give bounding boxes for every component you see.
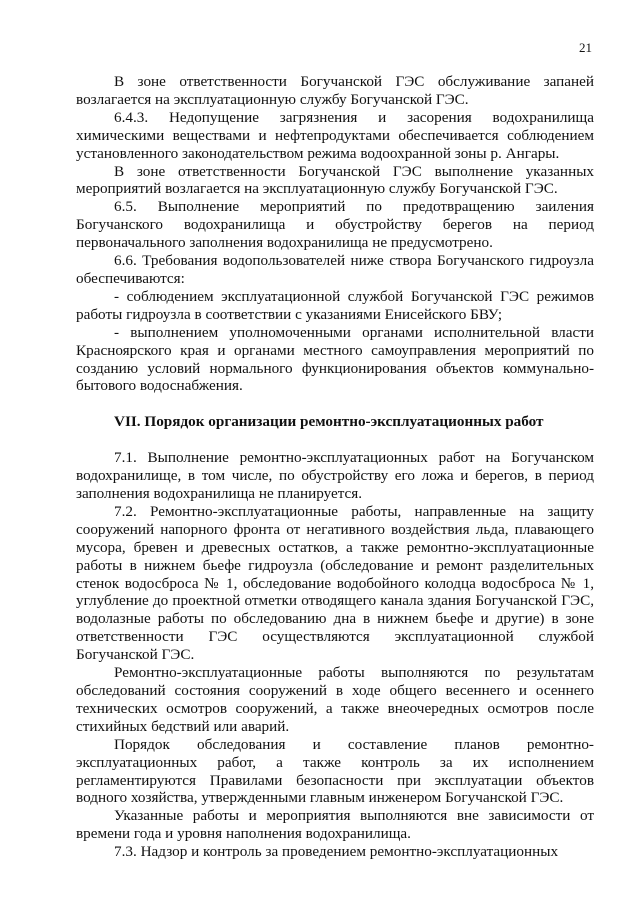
page-number: 21 — [579, 40, 592, 55]
paragraph: 7.3. Надзор и контроль за проведением ремонтно-эксплуатационных — [114, 843, 559, 861]
paragraph: В зоне ответственности Богучанской ГЭС обслуживание запаней возлагается на эксплуатационную службу Богучанской ГЭС. — [76, 73, 594, 108]
paragraph: 6.6. Требования водопользователей ниже створа Богучанского гидроузла обеспечиваются: — [76, 252, 594, 287]
paragraph: Порядок обследования и составление планов ремонтно-эксплуатационных работ, а также контроль за их исполнением регламентируются Правилами безопасности при эксплуатации объектов водного хозяйства, утвержденными главным инженером Богучанской ГЭС. — [76, 735, 594, 807]
paragraph: 7.1. Выполнение ремонтно-эксплуатационных работ на Богучанском водохранилище, в том числе, по обустройству его ложа и берегов, в период заполнения водохранилища не планируется. — [76, 449, 594, 503]
paragraph: В зоне ответственности Богучанской ГЭС выполнение указанных мероприятий возлагается на эксплуатационную службу Богучанской ГЭС. — [76, 162, 594, 198]
paragraph: 6.5. Выполнение мероприятий по предотвращению заиления Богучанского водохранилища и обустройству берегов на период первоначального заполнения водохранилища не предусмотрено. — [76, 198, 594, 252]
document-body — [76, 73, 594, 861]
paragraph: 6.4.3. Недопущение загрязнения и засорения водохранилища химическими веществами и нефтепродуктами обеспечивается соблюдением установленного законодательством режима водоохранной зоны р. Ангары. — [76, 108, 594, 162]
paragraph: 7.2. Ремонтно-эксплуатационные работы, направленные на защиту сооружений напорного фронта от негативного воздействия льда, плавающего мусора, бревен и древесных остатков, а также ремонтно-эксплуатационные работы в нижнем бьефе гидроузла (обследование и ремонт разделительных стенок водосброса № 1, обследование водобойного колодца водосброса № 1, углубление до проектной отметки отводящего канала здания Богучанской ГЭС, водолазные работы по обследованию дна в нижнем бьефе и другие) в зоне ответственности ГЭС осуществляются эксплуатационной службой Богучанской ГЭС. — [76, 502, 594, 664]
list-item: - соблюдением эксплуатационной службой Богучанской ГЭС режимов работы гидроузла в соответствии с указаниями Енисейского БВУ; — [76, 287, 594, 323]
paragraph: Указанные работы и мероприятия выполняются вне зависимости от времени года и уровня наполнения водохранилища. — [76, 807, 594, 843]
list-item: - выполнением уполномоченными органами исполнительной власти Красноярского края и органами местного самоуправления мероприятий по созданию условий нормального функционирования объектов коммунально-бытового водоснабжения. — [76, 323, 594, 395]
section-heading: VII. Порядок организации ремонтно-эксплуатационных работ — [114, 413, 544, 431]
paragraph: Ремонтно-эксплуатационные работы выполняются по результатам обследований состояния сооружений в ходе общего весеннего и осеннего технических осмотров сооружений, а также внеочередных осмотров после стихийных бедствий или аварий. — [76, 664, 594, 735]
